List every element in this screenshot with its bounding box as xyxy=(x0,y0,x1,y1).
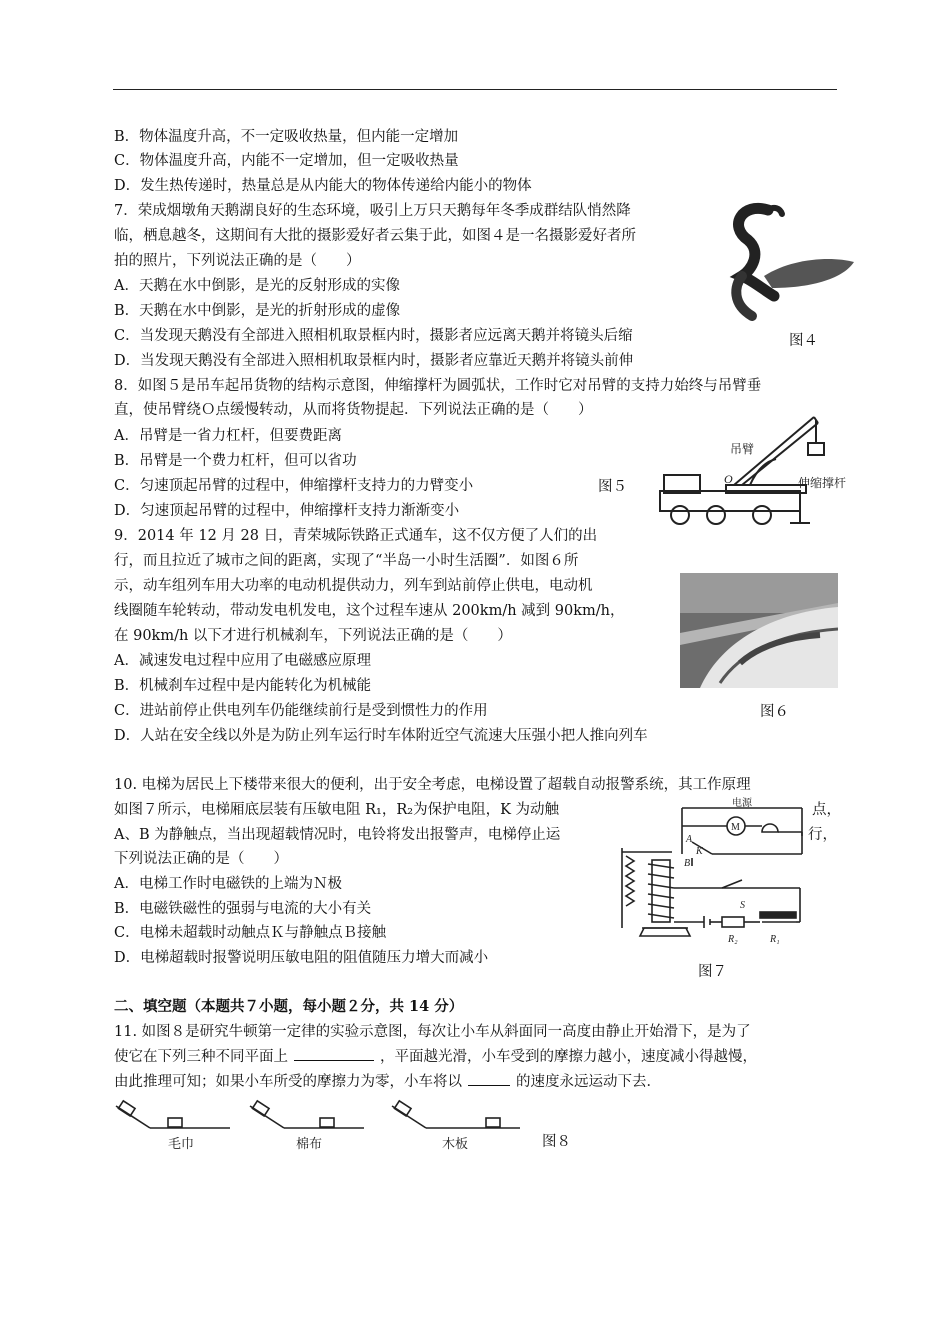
figure-5-crane-diagram xyxy=(650,405,865,535)
figure-7-label-motor: M xyxy=(731,822,740,833)
q9-stem-line3: 示，动车组列车用大功率的电动机提供动力，列车到站前停止供电，电动机 xyxy=(114,578,593,594)
q10-option-b: B．电磁铁磁性的强弱与电流的大小有关 xyxy=(114,901,372,917)
q6-option-b: B．物体温度升高，不一定吸收热量，但内能一定增加 xyxy=(114,129,459,145)
q8-option-c: C．匀速顶起吊臂的过程中，伸缩撑杆支持力的力臂变小 xyxy=(114,478,474,494)
q11-stem-line3 xyxy=(114,1071,661,1093)
figure-4-caption: 图４ xyxy=(789,333,818,349)
q8-option-b: B．吊臂是一个费力杠杆，但可以省功 xyxy=(114,453,357,469)
q11-line2-text-b: ，平面越光滑，小车受到的摩擦力越小，速度减小得越慢， xyxy=(380,1049,757,1065)
q9-option-c: C．进站前停止供电列车仍能继续前行是受到惯性力的作用 xyxy=(114,703,488,719)
q8-stem-line1: 8．如图５是吊车起吊货物的结构示意图，伸缩撑杆为圆弧状，工作时它对吊臂的支持力始终与吊臂垂 xyxy=(114,378,762,394)
q8-option-d: D．匀速顶起吊臂的过程中，伸缩撑杆支持力渐渐变小 xyxy=(114,503,460,519)
q9-option-a: A．减速发电过程中应用了电磁感应原理 xyxy=(114,653,371,669)
q10-stem-line3-tail: 行， xyxy=(808,827,837,843)
q6-option-d: D．发生热传递时，热量总是从内能大的物体传递给内能小的物体 xyxy=(114,178,532,194)
figure-5-label-pivot: O xyxy=(724,472,733,486)
figure-8-incline-diagrams xyxy=(110,1098,530,1158)
q9-option-b: B．机械刹车过程中是内能转化为机械能 xyxy=(114,678,372,694)
q11-blank-2[interactable] xyxy=(468,1071,510,1086)
q10-stem-line4: 下列说法正确的是（ ） xyxy=(114,851,288,867)
q11-line3-text-b: 的速度永远运动下去． xyxy=(516,1074,661,1090)
q7-stem-line3: 拍的照片，下列说法正确的是（ ） xyxy=(114,253,361,269)
q10-stem-line1: 10. 电梯为居民上下楼带来很大的便利，出于安全考虑，电梯设置了超载自动报警系统，其工作原理 xyxy=(114,777,751,793)
figure-7-circuit-diagram xyxy=(612,796,808,948)
figure-7-label-s: S xyxy=(740,900,745,911)
q8-stem-line2: 直，使吊臂绕Ｏ点缓慢转动，从而将货物提起．下列说法正确的是（ ） xyxy=(114,402,593,418)
q11-stem-line1: 11. 如图８是研究牛顿第一定律的实验示意图，每次让小车从斜面同一高度由静止开始滑下，是为了 xyxy=(114,1024,751,1040)
q10-option-d: D．电梯超载时报警说明压敏电阻的阻值随压力增大而减小 xyxy=(114,950,489,966)
q9-stem-line2: 行，而且拉近了城市之间的距离，实现了“半岛一小时生活圈”．如图６所 xyxy=(114,553,579,569)
figure-7-label-r2: R₂ xyxy=(728,934,738,945)
q11-line3-text-a: 由此推理可知；如果小车所受的摩擦力为零，小车将以 xyxy=(114,1074,462,1090)
q11-line2-text-a: 使它在下列三种不同平面上 xyxy=(114,1049,288,1065)
q9-stem-line4: 线圈随车轮转动，带动发电机发电，这个过程车速从 200km/h 减到 90km/h， xyxy=(114,603,625,619)
figure-6-train-photo xyxy=(680,573,838,688)
q7-option-a: A．天鹅在水中倒影，是光的反射形成的实像 xyxy=(114,278,400,294)
figure-5-label-strut: 伸缩撑杆 xyxy=(798,476,847,490)
q10-stem-line2-tail: 点， xyxy=(812,802,841,818)
q8-option-a: A．吊臂是一省力杠杆，但要费距离 xyxy=(114,428,342,444)
q6-option-c: C．物体温度升高，内能不一定增加，但一定吸收热量 xyxy=(114,153,459,169)
q9-stem-line5: 在 90km/h 以下才进行机械刹车，下列说法正确的是（ ） xyxy=(114,628,512,644)
q7-stem-line1: 7．荣成烟墩角天鹅湖良好的生态环境，吸引上万只天鹅每年冬季成群结队悄然降 xyxy=(114,203,631,219)
q9-stem-line1: 9．2014 年 12 月 28 日，青荣城际铁路正式通车，这不仅方便了人们的出 xyxy=(114,528,598,544)
figure-4-swan-photo xyxy=(712,196,858,326)
figure-7-label-b: B xyxy=(684,858,691,869)
figure-7-label-k: K xyxy=(696,846,703,857)
q11-blank-1[interactable] xyxy=(294,1046,374,1061)
q7-option-d: D．当发现天鹅没有全部进入照相机取景框内时，摄影者应靠近天鹅并将镜头前伸 xyxy=(114,353,634,369)
figure-6-caption: 图６ xyxy=(760,704,789,720)
figure-8-label-cotton: 棉布 xyxy=(296,1136,323,1151)
q10-stem-line2: 如图７所示，电梯厢底层装有压敏电阻 R₁，R₂为保护电阻，K 为动触 xyxy=(114,802,560,818)
q9-option-d: D．人站在安全线以外是为防止列车运行时车体附近空气流速大压强小把人推向列车 xyxy=(114,728,648,744)
figure-8-label-towel: 毛巾 xyxy=(168,1136,195,1151)
figure-5-caption: 图５ xyxy=(598,479,627,495)
q7-option-c: C．当发现天鹅没有全部进入照相机取景框内时，摄影者应远离天鹅并将镜头后缩 xyxy=(114,328,633,344)
q7-stem-line2: 临，栖息越冬，这期间有大批的摄影爱好者云集于此，如图４是一名摄影爱好者所 xyxy=(114,228,636,244)
section-2-heading: 二、填空题（本题共７小题，每小题２分，共 14 分） xyxy=(114,998,464,1015)
q10-option-c: C．电梯未超载时动触点Ｋ与静触点Ｂ接触 xyxy=(114,925,387,941)
figure-7-label-a: A xyxy=(686,834,693,845)
figure-7-label-power: 电源 xyxy=(732,798,752,809)
q7-option-b: B．天鹅在水中倒影，是光的折射形成的虚像 xyxy=(114,303,401,319)
q10-option-a: A．电梯工作时电磁铁的上端为Ｎ极 xyxy=(114,876,342,892)
figure-8-label-wood: 木板 xyxy=(442,1136,469,1151)
figure-7-label-r1: R₁ xyxy=(770,934,780,945)
figure-5-label-boom: 吊臂 xyxy=(730,442,755,456)
figure-7-caption: 图７ xyxy=(698,964,727,980)
header-rule xyxy=(113,89,837,90)
figure-8-caption: 图８ xyxy=(542,1134,571,1150)
q11-stem-line2 xyxy=(114,1046,757,1068)
q10-stem-line3: A、B 为静触点，当出现超载情况时，电铃将发出报警声，电梯停止运 xyxy=(114,827,561,843)
